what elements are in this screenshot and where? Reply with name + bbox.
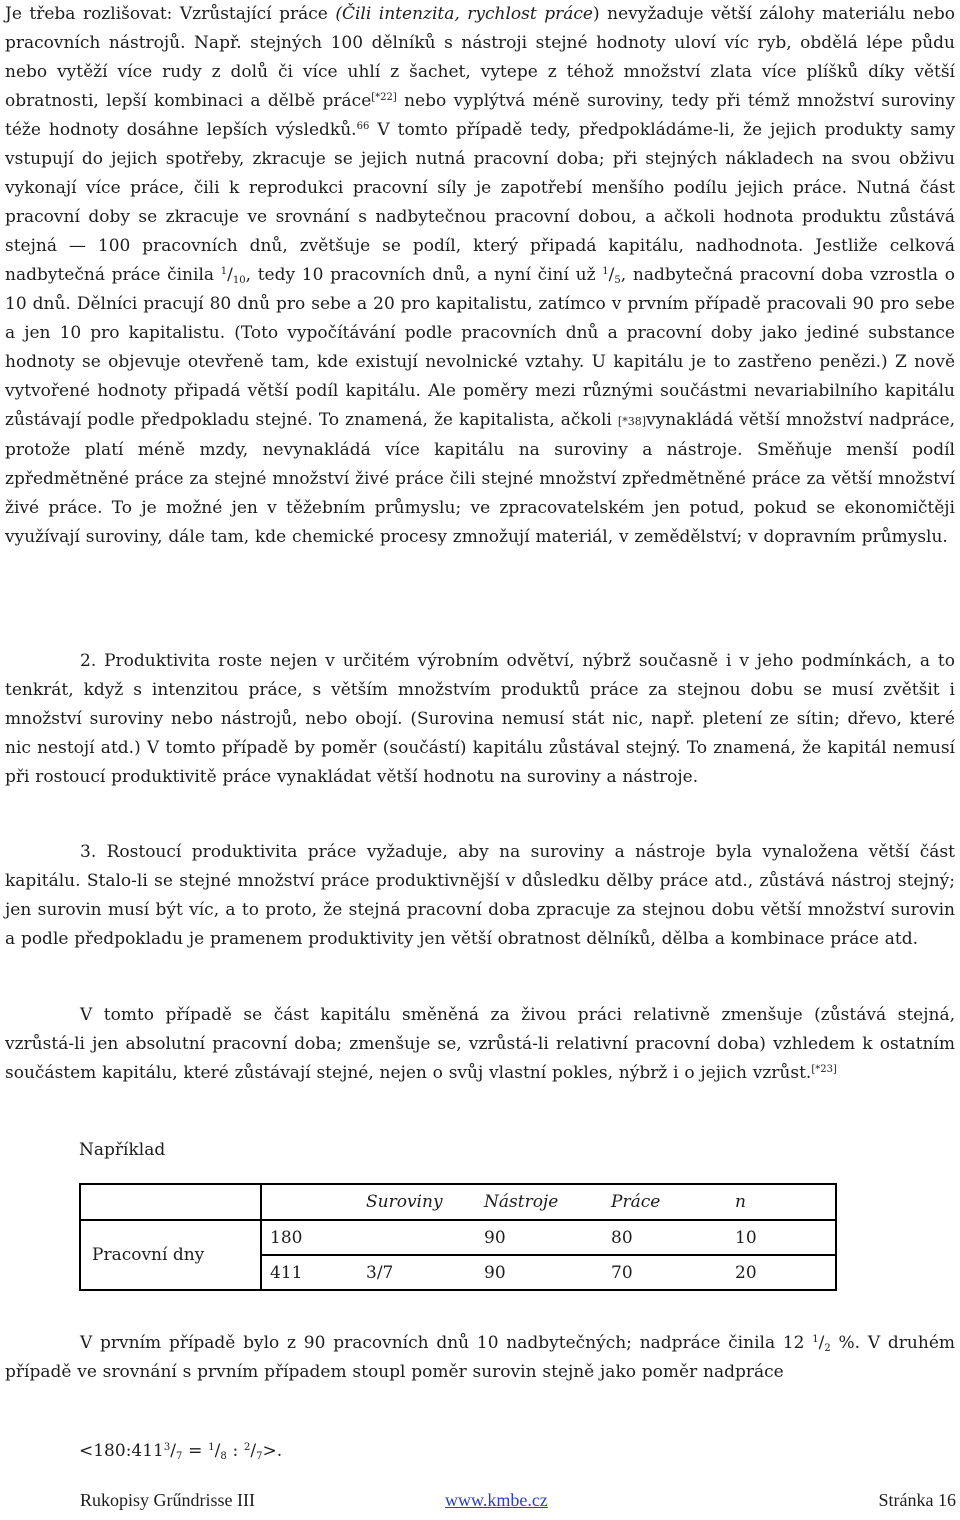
fraction-slash: / bbox=[170, 1441, 176, 1461]
footnote-marker[interactable]: 66 bbox=[356, 121, 370, 132]
text: vynakládá větší množství nadpráce, protože platí méně mzdy, nevynakládá více kapitálu na suroviny a nástroje. Směňuje menší podíl zpředmětněné práce za stejné množství živé práce čili stejné množství zpředmětněné práce za větší množství živé práce. To je možné jen v těžebním průmyslu; ve zpracovatelském jen potud, pokud se ekonomičtěji využívají suroviny, dále tam, kde chemické procesy zmnožují materiál, v zemědělství; v dopravním průmyslu. bbox=[5, 410, 955, 547]
table-cell: 411 bbox=[261, 1255, 359, 1290]
fraction-numerator: 1 bbox=[220, 266, 228, 277]
paragraph-2: 2. Produktivita roste nejen v určitém výrobním odvětví, nýbrž současně i v jeho podmínkách, a to tenkrát, když s intenzitou práce, s větším množstvím produktů práce za stejnou dobu se musí zvětšit i množství suroviny nebo nástrojů, nebo obojí. (Surovina nemusí stát nic, např. pletení ze sítin; dřevo, které nic nestojí atd.) V tomto případě by poměr (součástí) kapitálu zůstával stejný. To znamená, že kapitál nemusí při rostoucí produktivitě práce vynakládat větší hodnotu na suroviny a nástroje. bbox=[5, 651, 955, 787]
table-cell: 70 bbox=[602, 1255, 727, 1290]
text: = bbox=[182, 1441, 209, 1461]
fraction-denominator: 10 bbox=[232, 275, 246, 286]
table-cell: 90 bbox=[476, 1255, 602, 1290]
table-cell: 90 bbox=[476, 1220, 602, 1255]
table-cell: 3/7 bbox=[359, 1255, 476, 1290]
fraction-denominator: 8 bbox=[220, 1451, 227, 1462]
footer-link[interactable]: www.kmbe.cz bbox=[445, 1490, 548, 1510]
table-cell: 20 bbox=[727, 1255, 836, 1290]
table-header-cell: Suroviny bbox=[359, 1184, 476, 1220]
fraction-slash: / bbox=[227, 265, 233, 285]
footer-link-wrap bbox=[445, 1490, 548, 1511]
data-table bbox=[79, 1183, 837, 1291]
table-row-label: Pracovní dny bbox=[80, 1220, 261, 1290]
footnote-marker[interactable]: [*23] bbox=[811, 1064, 837, 1075]
table-header-cell: n bbox=[727, 1184, 836, 1220]
table-cell bbox=[359, 1220, 476, 1255]
fraction-denominator: 2 bbox=[824, 1343, 831, 1354]
fraction-slash: / bbox=[608, 265, 615, 285]
table-header-cell bbox=[261, 1184, 359, 1220]
paragraph-1 bbox=[5, 0, 955, 552]
table-cell: 180 bbox=[261, 1220, 359, 1255]
footer-title: Rukopisy Grűndrisse III bbox=[80, 1490, 255, 1510]
footer-page-number: Stránka 16 bbox=[878, 1490, 956, 1510]
table-header-cell: Nástroje bbox=[476, 1184, 602, 1220]
text: V tomto případě tedy, předpokládáme-li, že jejich produkty samy vstupují do jejich spotřeby, zkracuje se jejich nutná pracovní doba; při stejných nákladech na svou obživu vykonají více práce, čili k reprodukci pracovní síly je zapotřebí menšího podílu jejich práce. Nutná část pracovní doby se zkracuje ve srovnání s nadbytečnou pracovní dobou, a ačkoli hodnota produktu zůstává stejná — 100 pracovních dnů, zvětšuje se podíl, který připadá kapitálu, nadhodnota. Jestliže celková nadbytečná práce činila bbox=[5, 120, 955, 285]
table-header-cell: Práce bbox=[602, 1184, 727, 1220]
table-header-row bbox=[80, 1184, 836, 1220]
page-marker: [*38] bbox=[617, 415, 647, 428]
table-corner-cell bbox=[80, 1184, 261, 1220]
text: ) nevyžaduje větší zálohy materiálu nebo pracovních nástrojů. Např. stejných 100 dělníků s nástroji stejné hodnoty uloví víc ryb, obdělá lépe půdu nebo vytěží více rudy z dolů či více uhlí z šachet, vytepe z téhož množství zlata více plíšků díky větší obratnosti, lepší kombinaci a dělbě práce bbox=[5, 4, 955, 111]
paragraph-6 bbox=[5, 1329, 955, 1387]
table-cell: 10 bbox=[727, 1220, 836, 1255]
text: nebo vyplýtvá méně suroviny, tedy při témž množství suroviny téže hodnoty dosáhne lepších výsledků. bbox=[5, 91, 955, 140]
footnote-marker[interactable]: [*22] bbox=[371, 92, 397, 103]
ratio-formula bbox=[79, 1437, 282, 1466]
fraction-numerator: 1 bbox=[602, 266, 609, 277]
text: , nadbytečná pracovní doba vzrostla o 10 dnů. Dělníci pracují 80 dnů pro sebe a 20 pro kapitalistu, zatímco v prvním případě pracovali 90 pro sebe a jen 10 pro kapitalistu. (Toto vypočítávání podle pracovních dnů a pracovní doby jako jediné substance hodnoty se objevuje otevřeně tam, kde existují nevolnické vztahy. U kapitálu je to zastřeno penězi.) Z nově vytvořené hodnoty připadá větší podíl kapitálu. Ale poměry mezi různými součástmi nevariabilního kapitálu zůstávají podle předpokladu stejné. To znamená, že kapitalista, ačkoli bbox=[5, 265, 955, 430]
paragraph-example: Například bbox=[79, 1140, 166, 1160]
table-row bbox=[80, 1220, 836, 1255]
text: V tomto případě se část kapitálu směněná za živou práci relativně zmenšuje (zůstává stejná, vzrůstá-li jen absolutní pracovní doba; zmenšuje se, vzrůstá-li relativní pracovní doba) vzhledem k ostatním součástem kapitálu, které zůstávají stejné, nejen o svůj vlastní pokles, nýbrž i o jejich vzrůst. bbox=[5, 1005, 955, 1083]
fraction-slash: / bbox=[818, 1333, 825, 1353]
fraction-denominator: 7 bbox=[175, 1451, 183, 1462]
fraction-denominator: 5 bbox=[614, 275, 621, 286]
text: , tedy 10 pracovních dnů, a nyní činí už bbox=[245, 265, 603, 285]
italic-text: (Čili intenzita, rychlost práce bbox=[335, 4, 593, 24]
fraction-denominator: 7 bbox=[256, 1451, 263, 1462]
fraction-slash: / bbox=[250, 1441, 257, 1461]
fraction-numerator: 1 bbox=[812, 1334, 819, 1345]
fraction-numerator: 3 bbox=[163, 1442, 171, 1453]
paragraph-4 bbox=[5, 1001, 955, 1088]
text: : bbox=[226, 1441, 245, 1461]
fraction-numerator: 1 bbox=[208, 1442, 215, 1453]
text: <180:411 bbox=[79, 1441, 164, 1461]
page-footer bbox=[80, 1490, 956, 1520]
text: Je třeba rozlišovat: Vzrůstající práce bbox=[5, 4, 336, 24]
text: V prvním případě bylo z 90 pracovních dnů 10 nadbytečných; nadpráce činila 12 bbox=[80, 1333, 813, 1353]
fraction-slash: / bbox=[214, 1441, 221, 1461]
text: %. V druhém případě ve srovnání s prvním případem stoupl poměr surovin stejně jako poměr nadpráce bbox=[5, 1333, 955, 1382]
fraction-numerator: 2 bbox=[244, 1442, 251, 1453]
text: >. bbox=[262, 1441, 283, 1461]
table-cell: 80 bbox=[602, 1220, 727, 1255]
paragraph-3: 3. Rostoucí produktivita práce vyžaduje, aby na suroviny a nástroje byla vynaložena větší část kapitálu. Stalo-li se stejné množství práce produktivnější v důsledku dělby práce atd., zůstává nástroj stejný; jen surovin musí být víc, a to proto, že stejná pracovní doba zpracuje za stejnou dobu větší množství surovin a podle předpokladu je pramenem produktivity jen větší obratnost dělníků, dělba a kombinace práce atd. bbox=[5, 842, 955, 949]
